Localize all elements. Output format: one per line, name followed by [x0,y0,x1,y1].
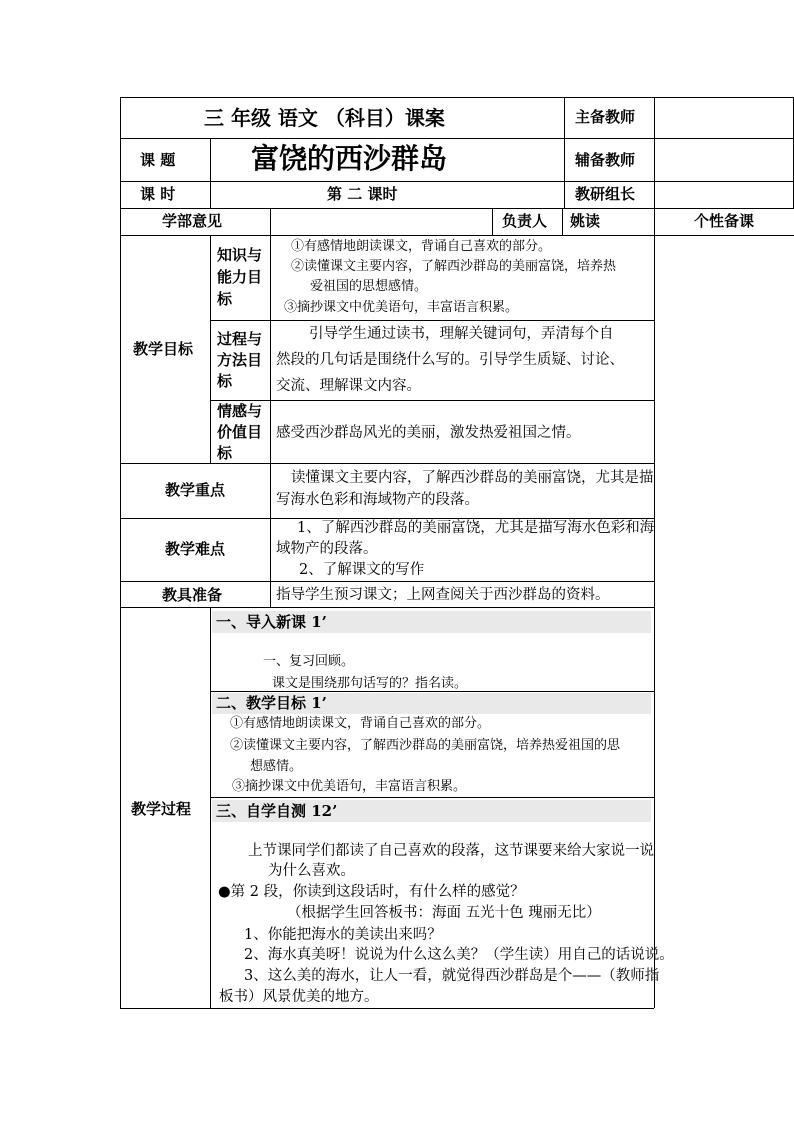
process-label-2: 方法目 [217,351,263,369]
sec3-line-6: 2、海水真美呀！说说为什么这么美？（学生读）用自己的话说说。 [244,947,674,963]
process-label-3: 标 [217,372,233,390]
difficulty-label: 教学难点 [165,540,226,558]
difficulty-line-1: 1、了解西沙群岛的美丽富饶，尤其是描写海水色彩和海 [297,520,655,536]
dept-opinion-label: 学部意见 [162,212,223,230]
sec3-line-5: 1、你能把海水的美读出来吗？ [244,927,442,943]
knowledge-line-1: ①有感情地朗读课文，背诵自己喜欢的部分。 [291,239,552,254]
sec1-line-2: 课文是围绕那句话写的？指名读。 [272,676,468,691]
sec3-line-2: 为什么喜欢。 [268,863,355,879]
responsible-label: 负责人 [502,212,548,230]
focus-line-1: 读懂课文主要内容，了解西沙群岛的美丽富饶，尤其是描 [291,470,654,486]
lesson-label: 课 题 [140,151,176,169]
emotion-label-3: 标 [217,444,233,462]
sec3-line-3: ●第 2 段，你读到这段话时，有什么样的感觉？ [218,884,525,900]
sec3-line-7: 3、这么美的海水，让人一看，就觉得西沙群岛是个——（教师指 [244,968,660,984]
difficulty-line-3: 2、了解课文的写作 [299,562,425,578]
knowledge-line-4: ③摘抄课文中优美语句，丰富语言积累。 [284,300,519,315]
focus-label: 教学重点 [165,481,226,499]
sec3-line-8: 板书）风景优美的地方。 [219,989,379,1005]
process-line-2: 然段的几句话是围绕什么写的。引导学生质疑、讨论、 [276,352,624,368]
doc-title: 三 年级 语文 （科目）课案 [204,106,445,130]
research-leader-label: 教研组长 [575,185,636,203]
process-line-1: 引导学生通过读书，理解关键词句，弄清每个自 [309,326,614,342]
difficulty-line-2: 域物产的段落。 [276,541,378,557]
lead-teacher-label: 主备教师 [575,108,636,126]
knowledge-line-3: 爱祖国的思想感情。 [310,279,428,294]
sec2-line-4: ③摘抄课文中优美语句，丰富语言积累。 [232,779,467,794]
focus-line-2: 写海水色彩和海域物产的段落。 [276,492,479,508]
sec3-line-1: 上节课同学们都读了自己喜欢的段落，这节课要来给大家说一说 [248,843,654,859]
assist-teacher-label: 辅备教师 [575,151,636,169]
personal-prep-label: 个性备课 [694,212,755,230]
knowledge-label-1: 知识与 [217,246,263,264]
process-section-label: 教学过程 [131,800,192,818]
sec3-title: 三、自学自测 12’ [216,802,338,820]
sec2-line-1: ①有感情地朗读课文，背诵自己喜欢的部分。 [230,716,491,731]
emotion-label-1: 情感与 [217,402,263,420]
knowledge-line-2: ②读懂课文主要内容，了解西沙群岛的美丽富饶，培养热 [291,259,617,274]
goals-label: 教学目标 [133,340,194,358]
emotion-label-2: 价值目 [217,423,263,441]
sec2-title: 二、教学目标 1’ [216,694,327,712]
sec1-line-1: 一、复习回顾。 [263,654,355,669]
process-line-3: 交流、理解课文内容。 [276,378,421,394]
responsible-name: 姚读 [570,212,601,230]
lesson-title: 富饶的西沙群岛 [251,142,448,175]
period-value: 第 二 课时 [327,185,398,203]
sec2-line-3: 想感情。 [250,759,303,774]
emotion-text: 感受西沙群岛风光的美丽，激发热爱祖国之情。 [276,425,581,441]
materials-label: 教具准备 [162,586,223,604]
process-label-1: 过程与 [217,330,263,348]
materials-text: 指导学生预习课文；上网查阅关于西沙群岛的资料。 [276,587,610,603]
sec2-line-2: ②读懂课文主要内容，了解西沙群岛的美丽富饶，培养热爱祖国的思 [230,738,621,753]
sec1-title: 一、导入新课 1’ [216,613,327,631]
sec3-line-4: （根据学生回答板书：海面 五光十色 瑰丽无比） [287,905,601,921]
period-label: 课 时 [140,185,176,203]
knowledge-label-2: 能力目 [217,268,263,286]
knowledge-label-3: 标 [217,290,233,308]
